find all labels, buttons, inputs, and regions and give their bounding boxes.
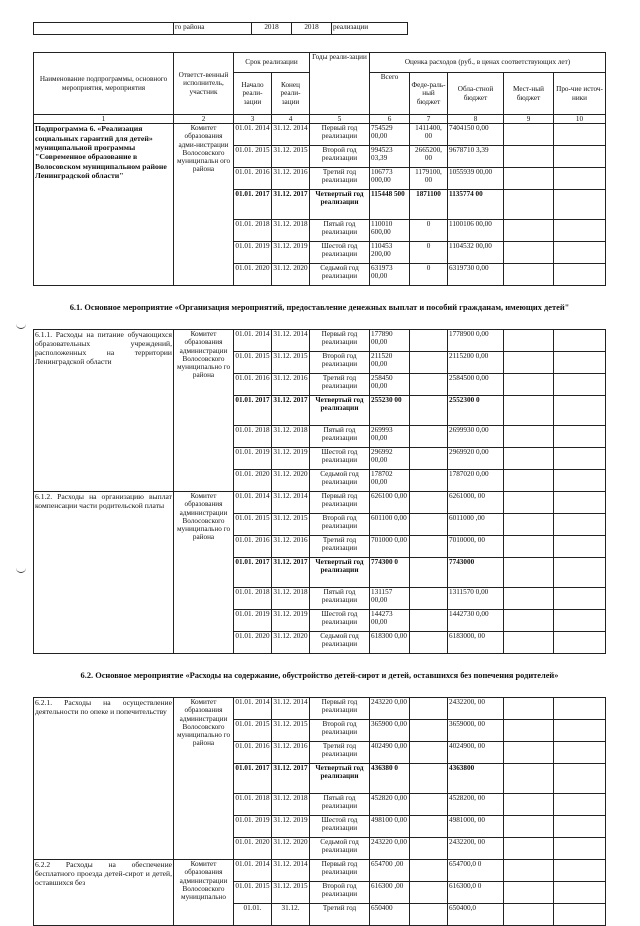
federal-cell: 1411400, 00	[410, 124, 448, 146]
header-cost: Оценка расходов (руб., в ценах соответствующих лет)	[370, 53, 606, 73]
start-date-cell: 01.01. 2020	[234, 264, 272, 286]
federal-cell: 1871100	[410, 190, 448, 220]
total-cell: 616300 ,00	[370, 882, 410, 904]
total-cell: 106773 000,00	[370, 168, 410, 190]
total-cell: 296992 00,00	[370, 448, 410, 470]
other-cell	[554, 588, 606, 610]
other-cell	[554, 720, 606, 742]
end-date-cell: 31.12. 2014	[272, 860, 310, 882]
local-cell	[504, 558, 554, 588]
year-cell: Первый год реализации	[310, 124, 370, 146]
header-local: Мест-ный бюджет	[504, 73, 554, 115]
local-cell	[504, 536, 554, 558]
start-date-cell: 01.01. 2014	[234, 860, 272, 882]
regional-cell: 654700,0 0	[448, 860, 504, 882]
year-cell: Шестой год реализации	[310, 242, 370, 264]
end-date-cell: 31.12. 2018	[272, 588, 310, 610]
federal-cell	[410, 860, 448, 882]
end-date-cell: 31.12. 2017	[272, 764, 310, 794]
regional-cell: 1442730 0,00	[448, 610, 504, 632]
other-cell	[554, 794, 606, 816]
end-date-cell: 31.12. 2014	[272, 330, 310, 352]
regional-cell: 1104532 00,00	[448, 242, 504, 264]
col-num: 4	[272, 115, 310, 124]
regional-cell: 4981000, 00	[448, 816, 504, 838]
other-cell	[554, 168, 606, 190]
total-cell: 774300 0	[370, 558, 410, 588]
regional-cell: 2699930 0,00	[448, 426, 504, 448]
other-cell	[554, 242, 606, 264]
other-cell	[554, 470, 606, 492]
col-num: 5	[310, 115, 370, 124]
section-band-row	[34, 286, 606, 330]
end-date-cell: 31.12. 2017	[272, 190, 310, 220]
federal-cell	[410, 448, 448, 470]
fragment-cell-blank	[34, 23, 174, 35]
local-cell	[504, 720, 554, 742]
local-cell	[504, 448, 554, 470]
header-end: Конец реали-зации	[272, 73, 310, 115]
federal-cell	[410, 492, 448, 514]
local-cell	[504, 514, 554, 536]
regional-cell: 2115200 0,00	[448, 352, 504, 374]
total-cell: 365900 0,00	[370, 720, 410, 742]
end-date-cell: 31.12. 2020	[272, 470, 310, 492]
end-date-cell: 31.12. 2015	[272, 146, 310, 168]
regional-cell: 1311570 0,00	[448, 588, 504, 610]
executor-cell: Комитет образования администрации Волосовского муниципально го района	[174, 492, 234, 654]
regional-cell: 1787020 0,00	[448, 470, 504, 492]
year-cell: Первый год реализации	[310, 698, 370, 720]
federal-cell	[410, 816, 448, 838]
col-num: 6	[370, 115, 410, 124]
start-date-cell: 01.01. 2019	[234, 242, 272, 264]
end-date-cell: 31.12. 2019	[272, 448, 310, 470]
end-date-cell: 31.12. 2016	[272, 742, 310, 764]
other-cell	[554, 492, 606, 514]
year-cell: Четвертый год реализации	[310, 190, 370, 220]
total-cell: 994523 03,39	[370, 146, 410, 168]
col-num: 10	[554, 115, 606, 124]
header-executor: Ответст-венный исполнитель, участник	[174, 53, 234, 115]
federal-cell	[410, 558, 448, 588]
regional-cell: 2432200, 00	[448, 698, 504, 720]
other-cell	[554, 742, 606, 764]
federal-cell: 0	[410, 220, 448, 242]
local-cell	[504, 632, 554, 654]
total-cell: 115448 500	[370, 190, 410, 220]
other-cell	[554, 514, 606, 536]
total-cell: 631973 00,00	[370, 264, 410, 286]
regional-cell: 6319730 0,00	[448, 264, 504, 286]
year-cell: Второй год реализации	[310, 146, 370, 168]
end-date-cell: 31.12. 2016	[272, 374, 310, 396]
total-cell: 701000 0,00	[370, 536, 410, 558]
federal-cell	[410, 882, 448, 904]
regional-cell: 650400,0	[448, 904, 504, 926]
end-date-cell: 31.12. 2014	[272, 698, 310, 720]
local-cell	[504, 838, 554, 860]
federal-cell	[410, 426, 448, 448]
table-row	[34, 492, 606, 514]
local-cell	[504, 610, 554, 632]
other-cell	[554, 860, 606, 882]
end-date-cell: 31.12. 2015	[272, 882, 310, 904]
federal-cell	[410, 588, 448, 610]
year-cell: Третий год реализации	[310, 168, 370, 190]
other-cell	[554, 330, 606, 352]
header-regional: Обла-стной бюджет	[448, 73, 504, 115]
executor-cell: Комитет образования администрации Волосовского муниципально го района	[174, 698, 234, 860]
federal-cell	[410, 720, 448, 742]
local-cell	[504, 470, 554, 492]
year-cell: Пятый год реализации	[310, 220, 370, 242]
other-cell	[554, 146, 606, 168]
year-cell: Пятый год реализации	[310, 588, 370, 610]
year-cell: Третий год реализации	[310, 742, 370, 764]
fragment-cell-end: 2018	[292, 23, 332, 35]
section-band-row	[34, 654, 606, 698]
end-date-cell: 31.12. 2020	[272, 632, 310, 654]
year-cell: Шестой год реализации	[310, 610, 370, 632]
header-total: Всего	[370, 73, 410, 115]
other-cell	[554, 264, 606, 286]
total-cell: 498100 0,00	[370, 816, 410, 838]
start-date-cell: 01.01. 2017	[234, 396, 272, 426]
year-cell: Шестой год реализации	[310, 448, 370, 470]
year-cell: Четвертый год реализации	[310, 764, 370, 794]
federal-cell	[410, 610, 448, 632]
table-row	[34, 330, 606, 352]
federal-cell	[410, 904, 448, 926]
year-cell: Первый год реализации	[310, 330, 370, 352]
local-cell	[504, 146, 554, 168]
other-cell	[554, 190, 606, 220]
margin-mark	[16, 322, 26, 329]
local-cell	[504, 396, 554, 426]
executor-cell: Комитет образования адми-нистрации Волосовского муниципальн ого района	[174, 124, 234, 286]
start-date-cell: 01.01. 2016	[234, 742, 272, 764]
measure-title: 6.2.2 Расходы на обеспечение бесплатного проезда детей-сирот и детей, оставшихся без	[34, 860, 174, 926]
year-cell: Седьмой год реализации	[310, 264, 370, 286]
total-cell: 243220 0,00	[370, 698, 410, 720]
total-cell: 654700 ,00	[370, 860, 410, 882]
start-date-cell: 01.01. 2019	[234, 816, 272, 838]
end-date-cell: 31.12. 2016	[272, 168, 310, 190]
local-cell	[504, 352, 554, 374]
start-date-cell: 01.01. 2017	[234, 190, 272, 220]
other-cell	[554, 610, 606, 632]
local-cell	[504, 588, 554, 610]
end-date-cell: 31.12. 2017	[272, 558, 310, 588]
total-cell: 110453 200,00	[370, 242, 410, 264]
local-cell	[504, 330, 554, 352]
federal-cell	[410, 838, 448, 860]
previous-table-fragment	[33, 22, 408, 35]
regional-cell: 3659000, 00	[448, 720, 504, 742]
start-date-cell: 01.01. 2018	[234, 794, 272, 816]
end-date-cell: 31.12. 2017	[272, 396, 310, 426]
table-body	[34, 124, 606, 926]
end-date-cell: 31.12. 2019	[272, 610, 310, 632]
regional-cell: 1778900 0,00	[448, 330, 504, 352]
header-start: Начало реали-зации	[234, 73, 272, 115]
total-cell: 211520 00,00	[370, 352, 410, 374]
local-cell	[504, 794, 554, 816]
other-cell	[554, 558, 606, 588]
other-cell	[554, 838, 606, 860]
regional-cell: 7404150 0,00	[448, 124, 504, 146]
header-term: Срок реализации	[234, 53, 310, 73]
federal-cell	[410, 396, 448, 426]
total-cell: 178702 00,00	[370, 470, 410, 492]
federal-cell	[410, 470, 448, 492]
federal-cell	[410, 352, 448, 374]
federal-cell	[410, 514, 448, 536]
start-date-cell: 01.01. 2019	[234, 448, 272, 470]
executor-cell: Комитет образования администрации Волосовского муниципально го района	[174, 330, 234, 492]
federal-cell: 2665200, 00	[410, 146, 448, 168]
start-date-cell: 01.01. 2016	[234, 536, 272, 558]
total-cell: 243220 0,00	[370, 838, 410, 860]
end-date-cell: 31.12. 2015	[272, 352, 310, 374]
executor-cell: Комитет образования администрации Волосовского муниципально	[174, 860, 234, 926]
year-cell: Второй год реализации	[310, 882, 370, 904]
end-date-cell: 31.12. 2016	[272, 536, 310, 558]
col-num: 7	[410, 115, 448, 124]
other-cell	[554, 698, 606, 720]
start-date-cell: 01.01. 2014	[234, 698, 272, 720]
total-cell: 650400	[370, 904, 410, 926]
section-heading: 6.2. Основное мероприятие «Расходы на содержание, обустройство детей-сирот и детей, оставшихся без попечения родителей»	[34, 654, 606, 698]
regional-cell: 7010000, 00	[448, 536, 504, 558]
regional-cell: 4024900, 00	[448, 742, 504, 764]
local-cell	[504, 742, 554, 764]
total-cell: 110010 600,00	[370, 220, 410, 242]
other-cell	[554, 632, 606, 654]
end-date-cell: 31.12. 2015	[272, 720, 310, 742]
expenses-table	[33, 52, 606, 926]
federal-cell	[410, 742, 448, 764]
regional-cell: 1135774 00	[448, 190, 504, 220]
total-cell: 258450 00,00	[370, 374, 410, 396]
regional-cell: 6011000 ,00	[448, 514, 504, 536]
start-date-cell: 01.01. 2016	[234, 374, 272, 396]
col-num: 8	[448, 115, 504, 124]
start-date-cell: 01.01. 2018	[234, 220, 272, 242]
header-federal: Феде-раль-ный бюджет	[410, 73, 448, 115]
col-num: 9	[504, 115, 554, 124]
end-date-cell: 31.12. 2019	[272, 816, 310, 838]
start-date-cell: 01.01. 2014	[234, 124, 272, 146]
year-cell: Шестой год реализации	[310, 816, 370, 838]
year-cell: Второй год реализации	[310, 352, 370, 374]
local-cell	[504, 764, 554, 794]
start-date-cell: 01.01. 2019	[234, 610, 272, 632]
start-date-cell: 01.01. 2020	[234, 632, 272, 654]
col-num: 2	[174, 115, 234, 124]
local-cell	[504, 190, 554, 220]
section-heading: 6.1. Основное мероприятие «Организация мероприятий, предоставление денежных выплат и пособий гражданам, имеющих детей"	[34, 286, 606, 330]
year-cell: Второй год реализации	[310, 514, 370, 536]
regional-cell: 4528200, 00	[448, 794, 504, 816]
local-cell	[504, 904, 554, 926]
local-cell	[504, 374, 554, 396]
other-cell	[554, 816, 606, 838]
year-cell: Третий год	[310, 904, 370, 926]
table-row	[34, 698, 606, 720]
other-cell	[554, 904, 606, 926]
federal-cell: 0	[410, 242, 448, 264]
other-cell	[554, 124, 606, 146]
col-num: 3	[234, 115, 272, 124]
measure-title: 6.1.2. Расходы на организацию выплат компенсации части родительской платы	[34, 492, 174, 654]
start-date-cell: 01.01. 2015	[234, 146, 272, 168]
year-cell: Седьмой год реализации	[310, 632, 370, 654]
other-cell	[554, 220, 606, 242]
federal-cell: 1179100, 00	[410, 168, 448, 190]
end-date-cell: 31.12. 2018	[272, 220, 310, 242]
end-date-cell: 31.12. 2018	[272, 794, 310, 816]
total-cell: 402490 0,00	[370, 742, 410, 764]
regional-cell: 6261000, 00	[448, 492, 504, 514]
federal-cell	[410, 794, 448, 816]
local-cell	[504, 882, 554, 904]
year-cell: Седьмой год реализации	[310, 470, 370, 492]
header-name: Наименование подпрограммы, основного мероприятия, мероприятия	[34, 53, 174, 115]
other-cell	[554, 426, 606, 448]
start-date-cell: 01.01. 2014	[234, 330, 272, 352]
start-date-cell: 01.01. 2018	[234, 588, 272, 610]
measure-title: Подпрограмма 6. «Реализация социальных гарантий для детей» муниципальной программы "Современное образование в Волосовском муниципальном районе Ленинградской области"	[34, 124, 174, 286]
regional-cell: 1100106 00,00	[448, 220, 504, 242]
federal-cell	[410, 374, 448, 396]
federal-cell	[410, 536, 448, 558]
other-cell	[554, 448, 606, 470]
end-date-cell: 31.12. 2014	[272, 124, 310, 146]
year-cell: Второй год реализации	[310, 720, 370, 742]
col-num: 1	[34, 115, 174, 124]
federal-cell	[410, 632, 448, 654]
other-cell	[554, 352, 606, 374]
local-cell	[504, 860, 554, 882]
end-date-cell: 31.12. 2020	[272, 264, 310, 286]
other-cell	[554, 396, 606, 426]
regional-cell: 616300,0 0	[448, 882, 504, 904]
fragment-cell-start: 2018	[252, 23, 292, 35]
other-cell	[554, 764, 606, 794]
start-date-cell: 01.01.	[234, 904, 272, 926]
local-cell	[504, 168, 554, 190]
total-cell: 177890 00,00	[370, 330, 410, 352]
total-cell: 144273 00,00	[370, 610, 410, 632]
other-cell	[554, 374, 606, 396]
year-cell: Третий год реализации	[310, 374, 370, 396]
local-cell	[504, 264, 554, 286]
year-cell: Пятый год реализации	[310, 426, 370, 448]
start-date-cell: 01.01. 2020	[234, 470, 272, 492]
year-cell: Пятый год реализации	[310, 794, 370, 816]
total-cell: 436380 0	[370, 764, 410, 794]
year-cell: Четвертый год реализации	[310, 558, 370, 588]
local-cell	[504, 220, 554, 242]
other-cell	[554, 536, 606, 558]
regional-cell: 7743000	[448, 558, 504, 588]
total-cell: 269993 00,00	[370, 426, 410, 448]
end-date-cell: 31.12.	[272, 904, 310, 926]
local-cell	[504, 492, 554, 514]
regional-cell: 6183000, 00	[448, 632, 504, 654]
local-cell	[504, 426, 554, 448]
total-cell: 618300 0,00	[370, 632, 410, 654]
total-cell: 754529 00,00	[370, 124, 410, 146]
total-cell: 626100 0,00	[370, 492, 410, 514]
measure-title: 6.1.1. Расходы на питание обучающихся образовательных учреждений, расположенных на территории Ленинградской области	[34, 330, 174, 492]
total-cell: 452820 0,00	[370, 794, 410, 816]
federal-cell: 0	[410, 264, 448, 286]
federal-cell	[410, 698, 448, 720]
end-date-cell: 31.12. 2020	[272, 838, 310, 860]
start-date-cell: 01.01. 2017	[234, 764, 272, 794]
local-cell	[504, 242, 554, 264]
regional-cell: 2552300 0	[448, 396, 504, 426]
local-cell	[504, 816, 554, 838]
measure-title: 6.2.1. Расходы на осуществление деятельности по опеке и попечительству	[34, 698, 174, 860]
other-cell	[554, 882, 606, 904]
start-date-cell: 01.01. 2020	[234, 838, 272, 860]
year-cell: Первый год реализации	[310, 492, 370, 514]
end-date-cell: 31.12. 2019	[272, 242, 310, 264]
table-row	[34, 124, 606, 146]
start-date-cell: 01.01. 2015	[234, 720, 272, 742]
regional-cell: 2432200, 00	[448, 838, 504, 860]
start-date-cell: 01.01. 2015	[234, 882, 272, 904]
start-date-cell: 01.01. 2014	[234, 492, 272, 514]
end-date-cell: 31.12. 2015	[272, 514, 310, 536]
federal-cell	[410, 764, 448, 794]
total-cell: 255230 00	[370, 396, 410, 426]
end-date-cell: 31.12. 2018	[272, 426, 310, 448]
fragment-cell-executor: го района	[174, 23, 252, 35]
margin-mark	[16, 566, 26, 573]
header-years: Годы реали-зации	[310, 53, 370, 115]
year-cell: Первый год реализации	[310, 860, 370, 882]
federal-cell	[410, 330, 448, 352]
start-date-cell: 01.01. 2018	[234, 426, 272, 448]
start-date-cell: 01.01. 2017	[234, 558, 272, 588]
header-other: Про-чие источ-ники	[554, 73, 606, 115]
fragment-cell-years: реализации	[332, 23, 408, 35]
end-date-cell: 31.12. 2014	[272, 492, 310, 514]
start-date-cell: 01.01. 2015	[234, 514, 272, 536]
year-cell: Четвертый год реализации	[310, 396, 370, 426]
regional-cell: 4363800	[448, 764, 504, 794]
regional-cell: 2584500 0,00	[448, 374, 504, 396]
year-cell: Третий год реализации	[310, 536, 370, 558]
local-cell	[504, 124, 554, 146]
total-cell: 601100 0,00	[370, 514, 410, 536]
start-date-cell: 01.01. 2015	[234, 352, 272, 374]
table-row	[34, 860, 606, 882]
year-cell: Седьмой год реализации	[310, 838, 370, 860]
regional-cell: 9678710 3,39	[448, 146, 504, 168]
regional-cell: 1055939 00,00	[448, 168, 504, 190]
start-date-cell: 01.01. 2016	[234, 168, 272, 190]
regional-cell: 2969920 0,00	[448, 448, 504, 470]
local-cell	[504, 698, 554, 720]
total-cell: 131157 00,00	[370, 588, 410, 610]
